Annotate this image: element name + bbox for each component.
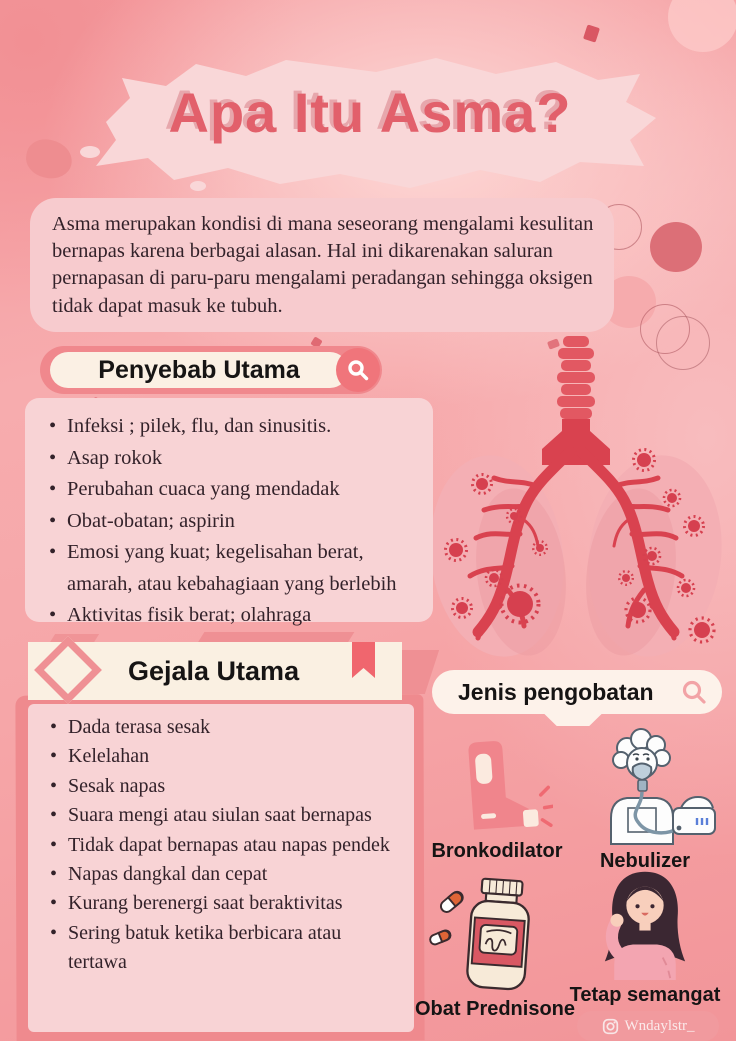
decor-circle-dark — [650, 222, 702, 272]
bookmark-icon — [352, 642, 375, 678]
medicine-bottle-illustration — [425, 876, 565, 994]
treatment-tetap-semangat — [569, 868, 721, 1007]
intro-card — [30, 198, 614, 332]
symptoms-list — [48, 713, 402, 978]
treatment-bronkodilator — [430, 736, 564, 863]
decor-circle-light — [668, 0, 736, 52]
list-item: • Infeksi ; pilek, flu, dan sinusitis. — [47, 411, 421, 443]
list-item: • Asap rokok — [47, 443, 421, 475]
treatment-label: Obat Prednisone — [414, 998, 576, 1020]
decor-confetti — [583, 24, 600, 42]
treatment-label: Bronkodilator — [431, 840, 563, 862]
search-icon — [680, 678, 708, 706]
list-item: • Kurang berenergi saat beraktivitas — [48, 889, 402, 918]
treatments-bar-tail — [536, 713, 610, 726]
instagram-watermark — [577, 1011, 719, 1041]
intro-paragraph: Asma merupakan kondisi di mana seseorang mengalami kesulitan bernapas karena berbagai alasan. Hal ini dikarenakan saluran pernapasan di paru-paru mengalami peradangan sehingga oksigen tidak dapat masuk ke tubuh. — [52, 213, 594, 317]
list-item: • Aktivitas fisik berat; olahraga — [47, 600, 421, 632]
list-item: • Dada terasa sesak — [48, 713, 402, 742]
treatment-nebulizer — [566, 726, 724, 873]
treatments-header-bar — [432, 670, 722, 714]
poster-title: Apa Itu Asma? — [168, 81, 572, 144]
treatment-label: Nebulizer — [599, 850, 691, 872]
encouragement-girl-illustration — [580, 868, 710, 980]
instagram-icon — [602, 1018, 619, 1035]
search-button — [336, 348, 380, 392]
treatments-heading: Jenis pengobatan — [458, 678, 654, 705]
causes-header-bar — [40, 346, 382, 394]
causes-heading: Penyebab Utama — [98, 355, 300, 384]
list-item: • Emosi yang kuat; kegelisahan berat, amarah, atau kebahagiaan yang berlebih — [47, 537, 421, 600]
symptoms-heading: Gejala Utama — [128, 655, 300, 686]
list-item: • Sesak napas — [48, 772, 402, 801]
causes-list — [47, 411, 421, 632]
list-item: • Kelelahan — [48, 742, 402, 771]
list-item: • Obat-obatan; aspirin — [47, 506, 421, 538]
list-item: • Sering batuk ketika berbicara atau tertawa — [48, 919, 402, 978]
treatment-prednisone — [414, 876, 576, 1021]
list-item: • Suara mengi atau siulan saat bernapas — [48, 801, 402, 830]
instagram-handle: Wndaylstr_ — [624, 1017, 695, 1034]
causes-header-pill — [50, 352, 348, 388]
nebulizer-illustration — [569, 726, 721, 846]
symptoms-card — [28, 704, 414, 1032]
causes-card — [25, 398, 433, 626]
list-item: • Tidak dapat bernapas atau napas pendek — [48, 831, 402, 860]
search-icon — [346, 358, 370, 382]
list-item: • Napas dangkal dan cepat — [48, 860, 402, 889]
infected-lungs-illustration — [420, 334, 732, 658]
treatment-label: Tetap semangat — [569, 984, 721, 1006]
list-item: • Perubahan cuaca yang mendadak — [47, 474, 421, 506]
decor-blob-top-left — [23, 136, 76, 183]
inhaler-illustration — [441, 736, 553, 836]
